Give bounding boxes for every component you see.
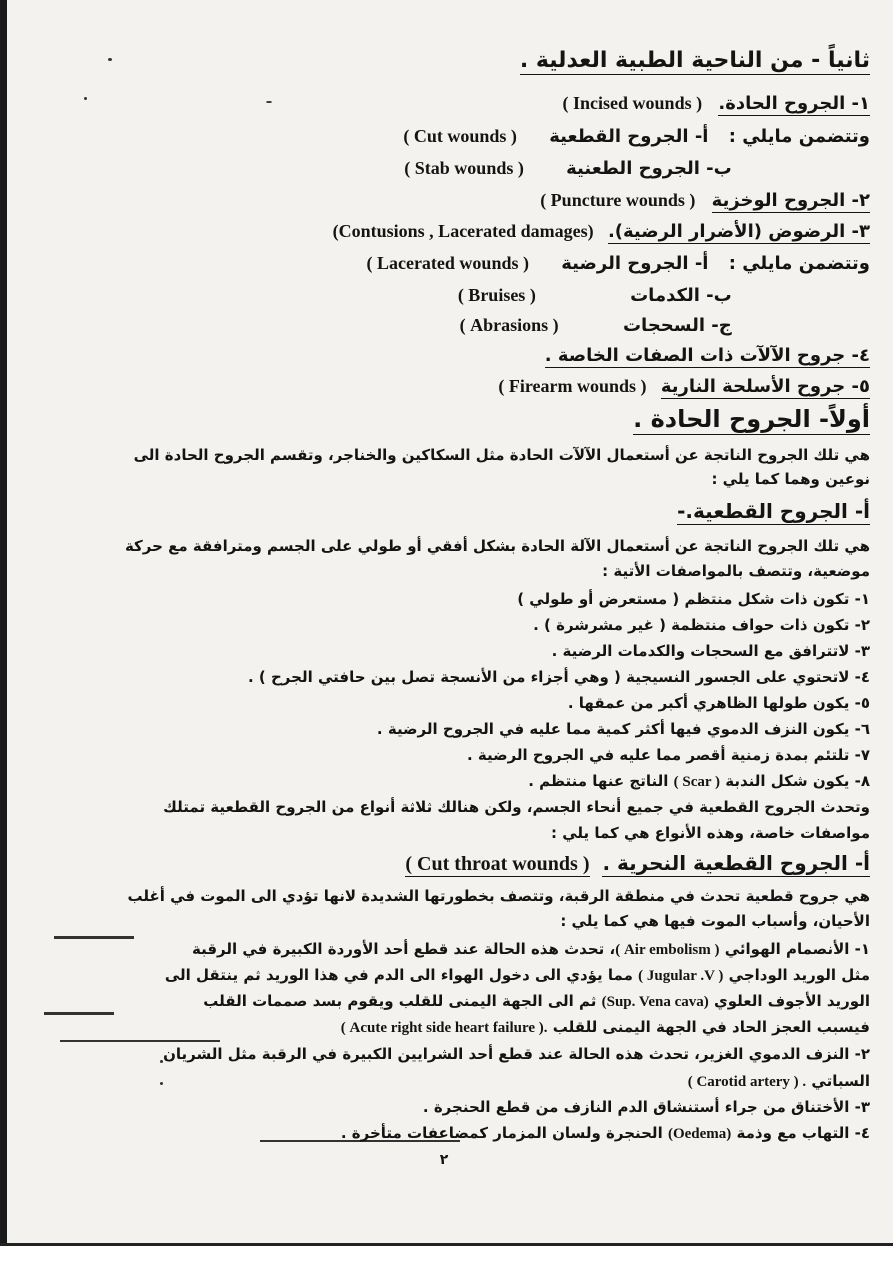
heading-sharp-wounds: أولاً- الجروح الحادة . (633, 405, 870, 433)
paragraph-line: موضعية، وتتصف بالمواصفات الأتية : (602, 562, 870, 580)
list-item: ٦- يكون النزف الدموي فيها أكثر كمية مما عليه في الجروح الرضية . (376, 720, 870, 738)
item-puncture-wounds: ٢- الجروح الوخزية ( Puncture wounds ) (540, 190, 870, 211)
item-contusions: ٣- الرضوض (الأضرار الرضية). (Contusions , Lacerated damages) (332, 221, 870, 242)
item-stab-wounds: ب- الجروح الطعنية ( Stab wounds ) (404, 158, 732, 179)
item-incised-wounds: ١- الجروح الحادة. ( Incised wounds ) (562, 93, 870, 114)
paragraph-line: مواصفات خاصة، وهذه الأنواع هي كما يلي : (550, 824, 870, 842)
paragraph-line: الأحيان، وأسباب الموت فيها هي كما يلي : (560, 912, 870, 930)
paragraph-line: فيسبب العجز الحاد في الجهة اليمنى للقلب ( Acute right side heart failure ). (340, 1018, 870, 1036)
list-item: ٣- الأختناق من جراء أستنشاق الدم النازف من قطع الحنجرة . (422, 1098, 870, 1116)
item-abrasions: ج- السحجات ( Abrasions ) (459, 315, 732, 336)
list-item: ٥- يكون طولها الظاهري أكبر من عمقها . (567, 694, 870, 712)
paragraph-line: وتحدث الجروح القطعية في جميع أنحاء الجسم، ولكن هنالك ثلاثة أنواع من الجروح القطعية تمتلك (163, 798, 870, 816)
list-item: ٢- تكون ذات حواف منتظمة ( غير مشرشرة ) . (533, 616, 870, 634)
list-item: ١- الأنصمام الهوائي ( Air embolism )، تحدث هذه الحالة عند قطع أحد الأوردة الكبيرة في الرقبة (192, 940, 870, 958)
list-item: ٣- لاتترافق مع السحجات والكدمات الرضية . (551, 642, 870, 660)
page-number: ٢ (439, 1152, 449, 1168)
paragraph-line: هي تلك الجروح الناتجة عن أستعمال الآلآت الحادة مثل السكاكين والخناجر، وتقسم الجروح الحادة الى (133, 446, 870, 464)
item-firearm-wounds: ٥- جروح الأسلحة النارية ( Firearm wounds ) (498, 376, 870, 397)
heading-cut-wounds: أ- الجروح القطعية.- (677, 499, 870, 523)
list-item: ٧- تلتئم بمدة زمنية أقصر مما عليه في الجروح الرضية . (466, 746, 870, 764)
paragraph-line: الوريد الأجوف العلوي (Sup. Vena cava) ثم الى الجهة اليمنى للقلب ويقوم بسد صممات القلب (203, 992, 870, 1010)
item-lacerated-wounds: وتتضمن مايلي : أ- الجروح الرضية ( Lacerated wounds ) (366, 253, 870, 274)
heading-cut-throat-wounds: أ- الجروح القطعية النحرية . ( Cut throat wounds ) (405, 851, 870, 875)
paragraph-line: السباتي ( Carotid artery ) . (687, 1072, 870, 1090)
list-item: ٤- التهاب مع وذمة (Oedema) الحنجرة ولسان المزمار كمضاعفات متأخرة . (340, 1124, 870, 1142)
item-bruises: ب- الكدمات ( Bruises ) (457, 285, 732, 306)
document-page (18, 0, 870, 1240)
section-heading-medicolegal: ثانياً - من الناحية الطبية العدلية . (519, 48, 870, 73)
paragraph-line: مثل الوريد الوداجي ( Jugular .V ) مما يؤدي الى دخول الهواء الى الدم في هذا الوريد ثم ينتقل الى (164, 966, 870, 984)
item-special-instruments: ٤- جروح الآلآت ذات الصفات الخاصة . (544, 345, 870, 366)
paragraph-line: هي تلك الجروح الناتجة عن أستعمال الآلة الحادة بشكل أفقي أو طولي على الجسم ومترافقة مع حركة (124, 537, 870, 555)
list-item: ٤- لاتحتوي على الجسور النسيجية ( وهي أجزاء من الأنسجة تصل بين حافتي الجرح ) . (248, 668, 870, 686)
paragraph-line: هي جروح قطعية تحدث في منطقة الرقبة، وتتصف بخطورتها الشديدة لانها تؤدي الى الموت في أغلب (127, 887, 870, 905)
scan-left-edge (0, 0, 7, 1245)
item-cut-wounds: وتتضمن مايلي : أ- الجروح القطعية ( Cut wounds ) (403, 126, 870, 147)
list-item: ٢- النزف الدموي الغزير، تحدث هذه الحالة عند قطع أحد الشرايين الكبيرة في الرقبة مثل الشريان (163, 1045, 870, 1063)
paragraph-line: نوعين وهما كما يلي : (711, 470, 870, 488)
list-item: ١- تكون ذات شكل منتظم ( مستعرض أو طولي ) (517, 590, 870, 608)
list-item: ٨- يكون شكل الندبة ( Scar ) الناتج عنها منتظم . (528, 772, 870, 790)
